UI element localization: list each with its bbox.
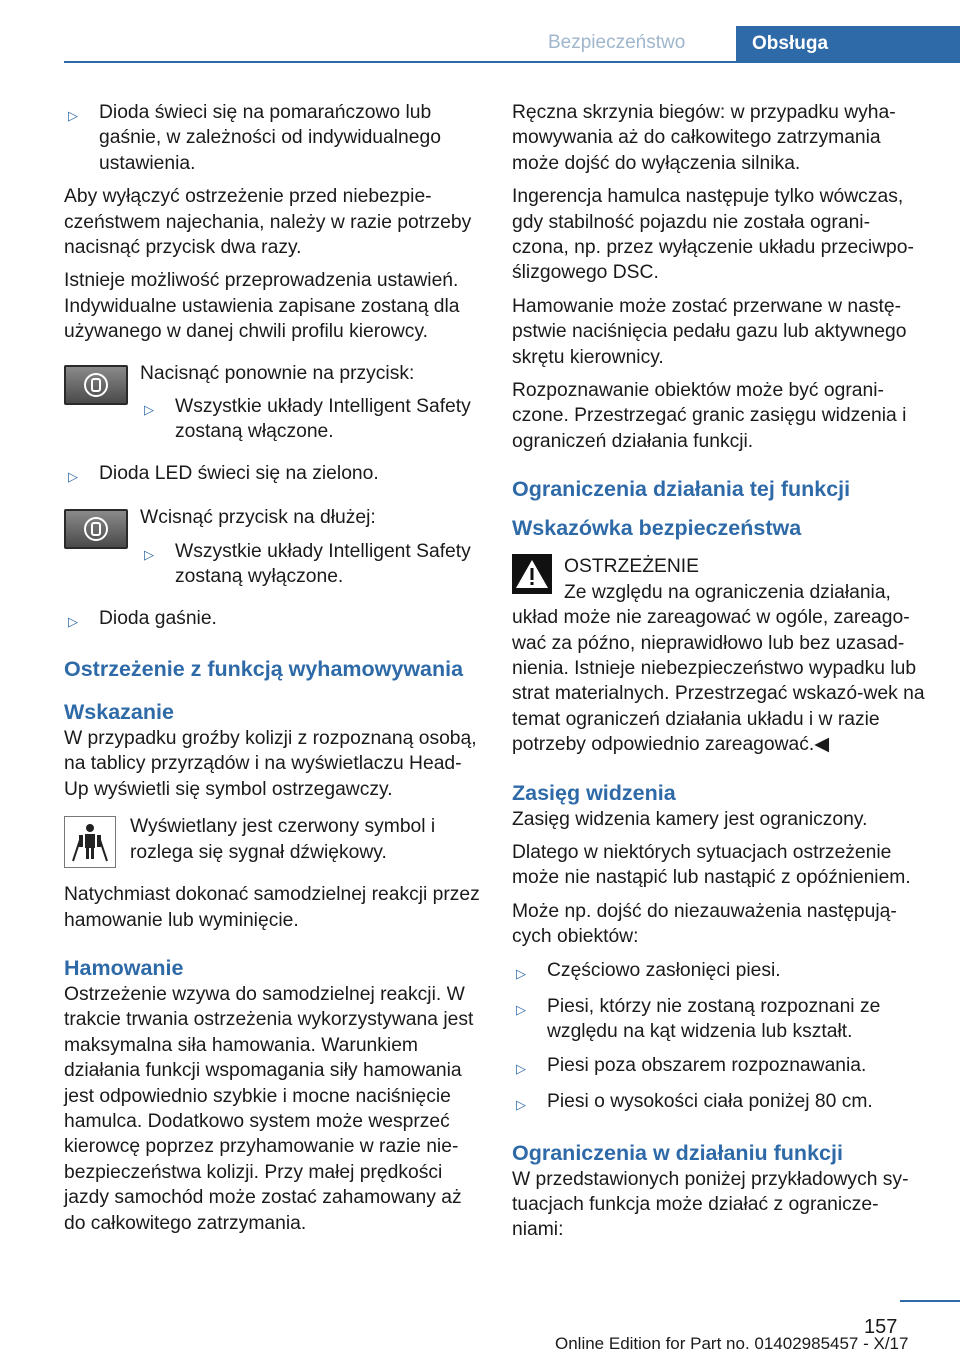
triangle-right-icon: ▷ — [68, 613, 78, 629]
paragraph: Dlatego w niektórych sytuacjach ostrzeżenie może nie nastąpić lub nastąpić z opóźnieniem. — [512, 841, 911, 889]
header-rule — [64, 61, 960, 63]
list-item — [512, 1053, 926, 1081]
pedestrian-text: Wyświetlany jest czerwony symbol i rozlega się sygnał dźwiękowy. — [130, 816, 436, 863]
list-item-text: Dioda LED świeci się na zielono. — [99, 462, 379, 484]
list-item — [140, 394, 482, 445]
list-item-text: Piesi poza obszarem rozpoznawania. — [547, 1054, 867, 1076]
warning-block — [512, 554, 926, 605]
list-item — [64, 606, 482, 634]
warning-triangle-icon — [512, 554, 552, 594]
list-item-text: Wszystkie układy Intelligent Safety zostaną włączone. — [175, 396, 471, 443]
warning-text-first: Ze względu na ograniczenia działania, — [564, 581, 891, 603]
warning-text: układ może nie zareagować w ogóle, zareago‐wać za późno, nieprawidłowo lub bez uzasad‐nienia. Istnieje niebezpieczeństwo wypadku lub strat materialnych. Przestrzegać wskazó‐wek na temat ograniczeń działania układu i w razie potrzeby odpowiednio zareagować.◀ — [512, 607, 925, 756]
list-item-text: Wszystkie układy Intelligent Safety zostaną wyłączone. — [175, 540, 471, 588]
footer-rule — [900, 1300, 960, 1302]
triangle-right-icon: ▷ — [144, 402, 154, 418]
subsection-heading: Zasięg widzenia — [512, 780, 676, 805]
button-instruction — [64, 505, 482, 597]
paragraph: Ręczna skrzynia biegów: w przypadku wyha‐mowywania aż do całkowitego zatrzymania może dojść do wyłączenia silnika. — [512, 102, 896, 174]
triangle-right-icon: ▷ — [516, 1001, 526, 1017]
footer-edition: Online Edition for Part no. 01402985457 - X/17 — [555, 1334, 909, 1353]
section-heading: Ograniczenia działania tej funkcji — [512, 477, 851, 502]
triangle-right-icon: ▷ — [68, 108, 78, 123]
list-item — [64, 100, 482, 176]
subsection-heading: Ograniczenia w działaniu funkcji — [512, 1140, 843, 1165]
paragraph: W przypadku groźby kolizji z rozpoznaną osobą, na tablicy przyrządów i na wyświetlaczu Head-Up wyświetli się symbol ostrzegawczy. — [64, 727, 477, 800]
list-item — [512, 994, 926, 1045]
paragraph: W przedstawionych poniżej przykładowych sy‐tuacjach funkcja może działać z ogranicze‐niami: — [512, 1168, 909, 1241]
triangle-right-icon: ▷ — [516, 965, 526, 981]
paragraph: Zasięg widzenia kamery jest ograniczony. — [512, 808, 868, 830]
triangle-right-icon: ▷ — [516, 1060, 526, 1076]
list-item — [64, 461, 482, 489]
header-tab: Obsługa — [736, 26, 960, 62]
list-item-text: Częściowo zasłonięci piesi. — [547, 959, 781, 981]
triangle-right-icon: ▷ — [68, 468, 78, 484]
list-item-text: Dioda świeci się na pomarańczowo lub gaśnie, w zależności od indywidualnego ustawienia. — [99, 102, 441, 174]
button-instruction — [64, 361, 482, 453]
subsection-heading: Hamowanie — [64, 955, 184, 980]
list-item-text: Piesi o wysokości ciała poniżej 80 cm. — [547, 1091, 873, 1113]
subsection-heading: Wskazanie — [64, 699, 174, 724]
left-column — [64, 100, 482, 1244]
triangle-right-icon: ▷ — [144, 546, 154, 562]
page-number: 157 — [864, 1316, 898, 1338]
list-item-text: Dioda gaśnie. — [99, 607, 217, 629]
list-item — [140, 539, 482, 590]
paragraph: Natychmiast dokonać samodzielnej reakcji przez hamowanie lub wyminięcie. — [64, 884, 480, 931]
subsection-heading: Wskazówka bezpieczeństwa — [512, 516, 802, 541]
list-item — [512, 958, 926, 986]
pedestrian-warning-icon — [64, 816, 116, 868]
instruction-text: Nacisnąć ponownie na przycisk: — [140, 362, 415, 384]
paragraph: Rozpoznawanie obiektów może być ograni‐czone. Przestrzegać granic zasięgu widzenia i ograniczeń działania funkcji. — [512, 380, 907, 452]
right-column — [512, 100, 926, 1251]
section-heading: Ostrzeżenie z funkcją wyhamowywania — [64, 656, 464, 681]
intelligent-safety-button-icon — [64, 509, 128, 549]
list-item — [512, 1089, 926, 1117]
pedestrian-symbol-row — [64, 814, 482, 868]
header-section: Bezpieczeństwo — [548, 32, 686, 53]
intelligent-safety-button-icon — [64, 365, 128, 405]
paragraph: Ingerencja hamulca następuje tylko wówczas, gdy stabilność pojazdu nie została ograni‐czona, np. przez wyłączenie układu przeciwpo‐ślizgowego DSC. — [512, 186, 914, 284]
triangle-right-icon: ▷ — [516, 1097, 526, 1113]
list-item-text: Piesi, którzy nie zostaną rozpoznani ze względu na kąt widzenia lub kształt. — [547, 995, 881, 1043]
warning-title: OSTRZEŻENIE — [564, 556, 699, 578]
paragraph: Ostrzeżenie wzywa do samodzielnej reakcji. W trakcie trwania ostrzeżenia wykorzystywana jest maksymalna siła hamowania. Warunkiem działania funkcji wspomagania siły hamowania jest odpowiednio szybkie i mocne naciśnięcie hamulca. Dodatkowo system może wesprzeć kierowcę poprzez przyhamowanie w razie nie‐bezpieczeństwa kolizji. Przy małej prędkości jazdy samochód może zostać zahamowany aż do całkowitego zatrzymania. — [64, 983, 474, 1234]
paragraph: Istnieje możliwość przeprowadzenia ustawień. Indywidualne ustawienia zapisane zostaną dla używanego w danej chwili profilu kierowcy. — [64, 270, 460, 343]
paragraph: Aby wyłączyć ostrzeżenie przed niebezpie‐czeństwem najechania, należy w razie potrzeby nacisnąć przycisk dwa razy. — [64, 186, 472, 259]
paragraph: Może np. dojść do niezauważenia następują‐cych obiektów: — [512, 900, 897, 948]
paragraph: Hamowanie może zostać przerwane w nastę‐pstwie naciśnięcia pedału gazu lub aktywnego skrętu kierownicy. — [512, 295, 907, 368]
instruction-text: Wcisnąć przycisk na dłużej: — [140, 507, 376, 529]
